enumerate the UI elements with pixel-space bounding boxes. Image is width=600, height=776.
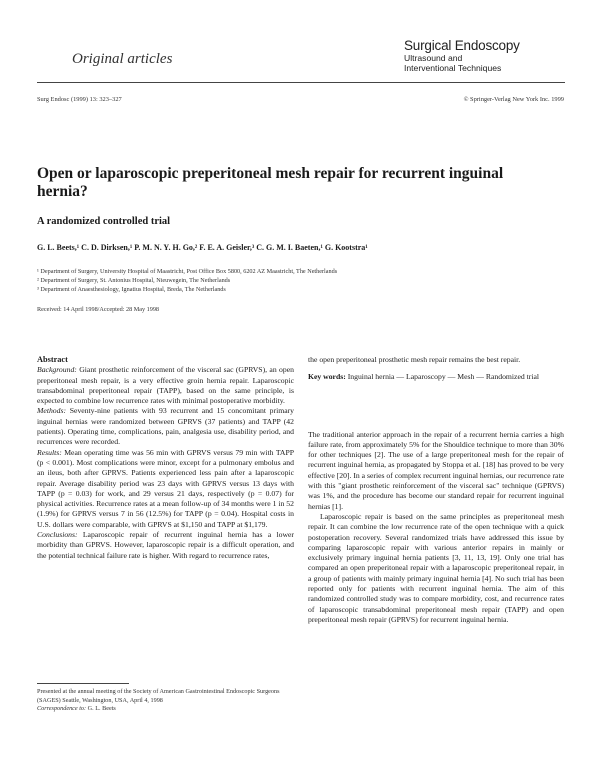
journal-brand [404,38,564,73]
abstract-conclusions [37,530,294,561]
journal-subtitle-line-1: Ultrasound and [404,53,463,63]
abstract-results [37,448,294,530]
affiliation-1: ¹ Department of Surgery, University Hospital of Maastricht, Post Office Box 5800, 6202 AZ Maastricht, The Netherlands [37,268,338,275]
intro-paragraph-1: The traditional anterior approach in the repair of a recurrent hernia carries a high failure rate, from approximately 5% for the Shouldice technique to more than 30% for other techniques [2]. The use of a large preperitoneal mesh for the repair of recurrent inguinal hernia, as propagated by Stoppa et al. [18] has proved to be very effective [20]. In a series of complex recurrent inguinal hernias, our recurrence rate with this "giant prosthetic reinforcement of the visceral sac" technique (GPRVS) was 1%, and the procedure has become our standard repair for recurrent inguinal hernias [1]. [308,429,564,511]
keywords-text: Inguinal hernia — Laparoscopy — Mesh — Randomized trial [347,372,540,382]
background-label: Background: [37,365,77,375]
footnotes [37,688,294,714]
methods-label: Methods: [37,406,67,416]
received-date: Received: 14 April 1998/Accepted: 28 May 1998 [37,306,160,313]
conclusions-label: Conclusions: [37,530,78,540]
methods-text: Seventy-nine patients with 93 recurrent and 15 concomitant primary inguinal hernias were randomized between GPRVS (37 patients) and TAPP (42 patients). Operating time, complications, pain, analgesia use, disability period, and recurrences were recorded. [37,406,295,447]
affiliation-2: ² Department of Surgery, St. Antonius Hospital, Nieuwegein, The Netherlands [37,277,231,284]
abstract-background [37,365,294,406]
keywords-label: Key words: [308,372,346,382]
copyright: © Springer-Verlag New York Inc. 1999 [463,96,564,103]
body-column [308,355,564,625]
intro-paragraph-2: Laparoscopic repair is based on the same principles as preperitoneal mesh repair. It can combine the low recurrence rate of the open technique with a quick postoperation recovery. Several randomized trials have addressed this issue by comparing laparoscopic repair with various anterior repairs in mainly or exclusively primary inguinal hernia patients [3, 11, 13, 19]. Only one trial has compared an open preperitoneal repair with a laparoscopic preperitoneal repair, in a group of patients with mainly primary inguinal hernia [4]. No such trial has been reported only for patients with recurrent inguinal hernia. The aim of this randomized controlled study was to compare morbidity, cost, and recurrence rates of laparoscopic transabdominal preperitoneal mesh repair (TAPP) and open preperitoneal mesh repair (GPRVS) for recurrent inguinal hernia. [308,511,564,624]
affiliations [37,267,337,294]
correspondence-note [37,705,294,714]
citation: Surg Endosc (1999) 13: 323–327 [37,96,122,103]
abstract-column [37,355,294,561]
abstract-heading: Abstract [37,355,68,364]
conclusions-text: Laparoscopic repair of recurrent inguinal hernia has a lower morbidity than GPRVS. However, laparoscopic repair is a difficult operation, and the potential technical failure rate is higher. With regard to recurrence rates, [37,530,294,560]
results-label: Results: [37,447,62,457]
section-label: Original articles [72,51,173,67]
keywords [308,372,564,382]
background-text: Giant prosthetic reinforcement of the visceral sac (GPRVS), an open preperitoneal mesh repair, is a very effective groin hernia repair. Laparoscopic transabdominal preperitoneal repair (TAPP), based on the same principle, is expected to combine low recurrence rates with minimal postoperative morbidity. [37,365,294,406]
correspondence-name: G. L. Beets [87,705,116,713]
paper-subtitle: A randomized controlled trial [37,216,171,227]
journal-subtitle-line-2: Interventional Techniques [404,63,502,73]
affiliation-3: ³ Department of Anaesthesiology, Ignatius Hospital, Breda, The Netherlands [37,286,226,293]
footnote-divider [37,683,129,684]
results-text: Mean operating time was 56 min with GPRVS versus 79 min with TAPP (p < 0.001). Most complications were minor, except for a pulmonary embolus and an ileus, both after GPRVS. Patients experienced less pain after a laparoscopic repair. Average disability period was 23 days with GPRVS versus 13 days with TAPP (p = 0.03) for work, and 29 versus 21 days, respectively (p = 0.07) for physical activities. Recurrence rates at a mean follow-up of 34 months were 1 in 52 (1.9%) for GPRVS versus 7 in 56 (12.5%) for TAPP (p = 0.04). Hospital costs in U.S. dollars were comparable, with GPRVS at $1,150 and TAPP at $1,179. [37,447,294,529]
journal-name: Surgical Endoscopy [404,38,520,53]
abstract-continued: the open preperitoneal prosthetic mesh repair remains the best repair. [308,355,521,364]
presented-note: Presented at the annual meeting of the Society of American Gastrointestinal Endoscopic Surgeons (SAGES) Seattle, Washington, USA, April 4, 1998 [37,688,280,704]
header-divider [37,82,565,83]
correspondence-label: Correspondence to: [37,705,87,713]
paper-title: Open or laparoscopic preperitoneal mesh repair for recurrent inguinal hernia? [37,165,504,200]
author-list: G. L. Beets,¹ C. D. Dirksen,¹ P. M. N. Y. H. Go,² F. E. A. Geisler,³ C. G. M. I. Baeten,¹ G. Kootstra¹ [37,243,368,252]
abstract-methods [37,406,294,447]
